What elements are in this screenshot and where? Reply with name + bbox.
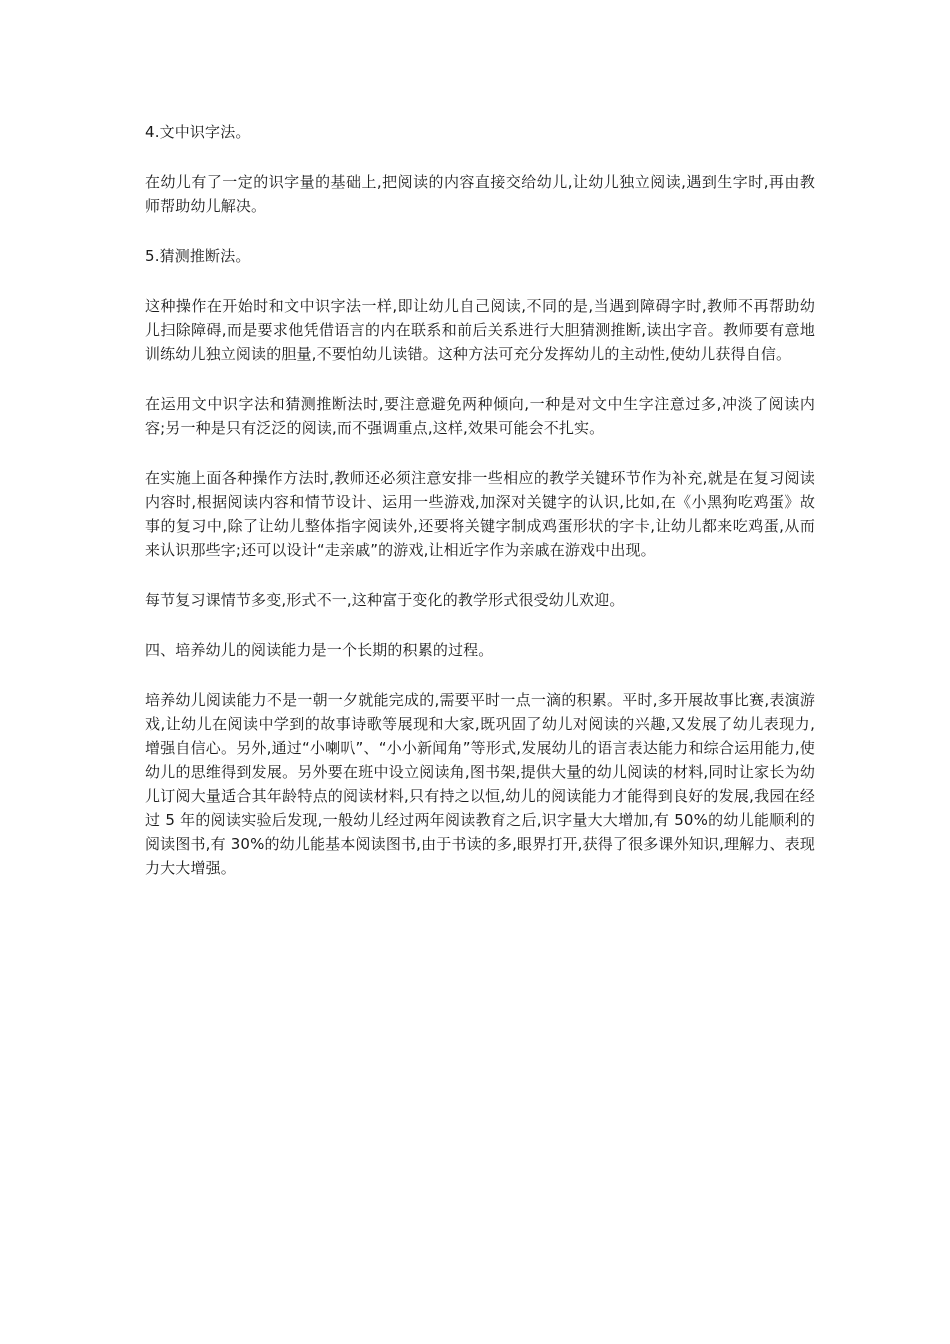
document-page [145, 120, 815, 906]
section-heading-5: 5.猜测推断法。 [145, 247, 251, 265]
paragraph-review-lessons: 每节复习课情节多变,形式不一,这种富于变化的教学形式很受幼儿欢迎。 [145, 591, 625, 609]
paragraph-text-recognition: 在幼儿有了一定的识字量的基础上,把阅读的内容直接交给幼儿,让幼儿独立阅读,遇到生字时,再由教师帮助幼儿解决。 [145, 173, 815, 215]
paragraph-teaching-steps: 在实施上面各种操作方法时,教师还必须注意安排一些相应的教学关键环节作为补充,就是在复习阅读内容时,根据阅读内容和情节设计、运用一些游戏,加深对关键字的认识,比如,在《小黑狗吃鸡蛋》故事的复习中,除了让幼儿整体指字阅读外,还要将关键字制成鸡蛋形状的字卡,让幼儿都来吃鸡蛋,从而来认识那些字;还可以设计“走亲戚”的游戏,让相近字作为亲戚在游戏中出现。 [145, 469, 815, 559]
section-heading-4: 4.文中识字法。 [145, 123, 251, 141]
paragraph-guess-inference: 这种操作在开始时和文中识字法一样,即让幼儿自己阅读,不同的是,当遇到障碍字时,教师不再帮助幼儿扫除障碍,而是要求他凭借语言的内在联系和前后关系进行大胆猜测推断,读出字音。教师要有意地训练幼儿独立阅读的胆量,不要怕幼儿读错。这种方法可充分发挥幼儿的主动性,使幼儿获得自信。 [145, 297, 815, 363]
paragraph-long-term-accumulation: 培养幼儿阅读能力不是一朝一夕就能完成的,需要平时一点一滴的积累。平时,多开展故事比赛,表演游戏,让幼儿在阅读中学到的故事诗歌等展现和大家,既巩固了幼儿对阅读的兴趣,又发展了幼儿表现力,增强自信心。另外,通过“小喇叭”、“小小新闻角”等形式,发展幼儿的语言表达能力和综合运用能力,使幼儿的思维得到发展。另外要在班中设立阅读角,图书架,提供大量的幼儿阅读的材料,同时让家长为幼儿订阅大量适合其年龄特点的阅读材料,只有持之以恒,幼儿的阅读能力才能得到良好的发展,我园在经过 5 年的阅读实验后发现,一般幼儿经过两年阅读教育之后,识字量大大增加,有 50%的幼儿能顺利的阅读图书,有 30%的幼儿能基本阅读图书,由于书读的多,眼界打开,获得了很多课外知识,理解力、表现力大大增强。 [145, 691, 815, 877]
section-heading-four: 四、培养幼儿的阅读能力是一个长期的积累的过程。 [145, 641, 494, 659]
paragraph-two-tendencies: 在运用文中识字法和猜测推断法时,要注意避免两种倾向,一种是对文中生字注意过多,冲淡了阅读内容;另一种是只有泛泛的阅读,而不强调重点,这样,效果可能会不扎实。 [145, 395, 815, 437]
